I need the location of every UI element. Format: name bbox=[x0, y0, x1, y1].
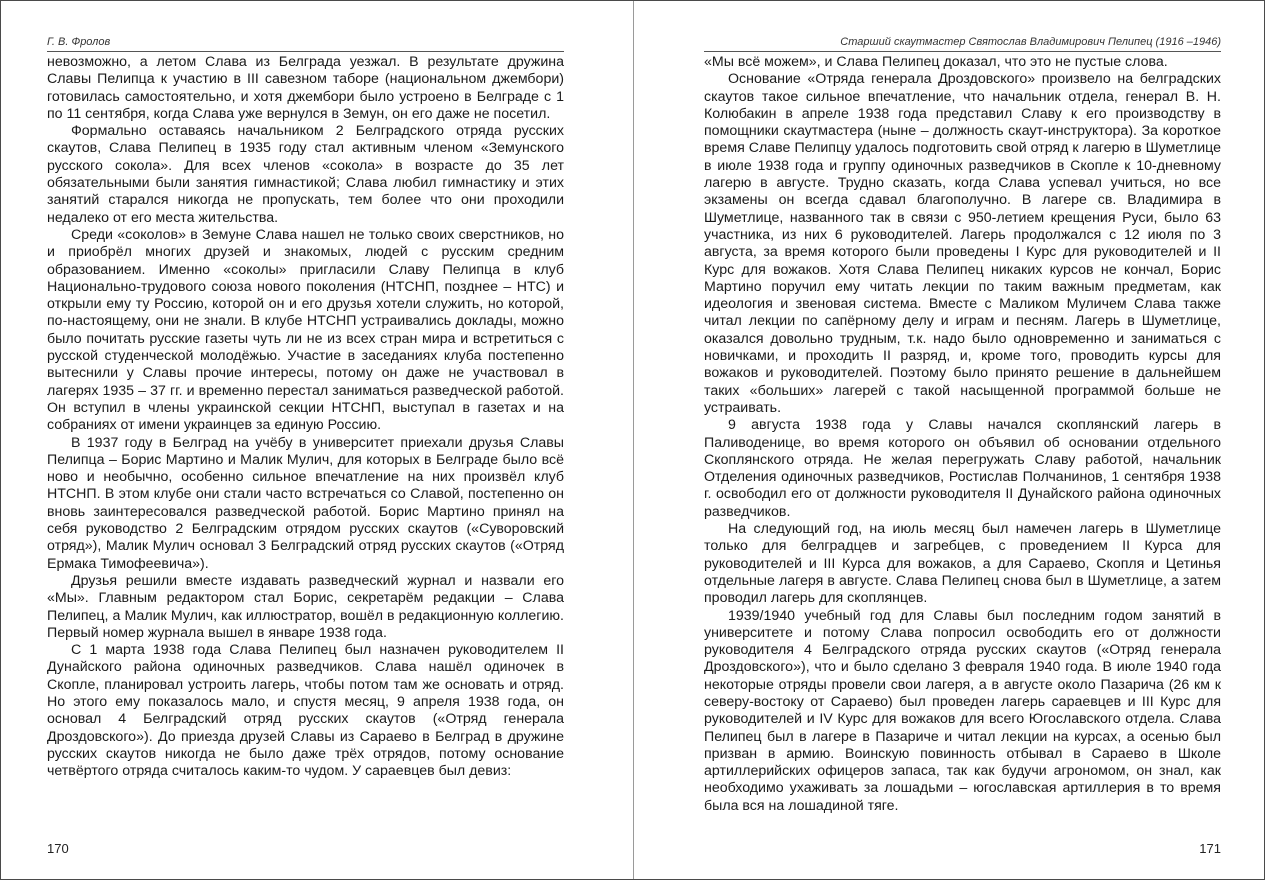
paragraph: 9 августа 1938 года у Славы начался скоплянский лагерь в Паливоденице, во время которого он объявил об основании отдельного Скоплянского отряда. Не желая перегружать Славу работой, начальник Отделения одиночных разведчиков, Ростислав Полчанинов, 1 сентября 1938 г. освободил его от должности руководителя II Дунайского района одиночных разведчиков. bbox=[704, 417, 1221, 520]
paragraph: С 1 марта 1938 года Слава Пелипец был назначен руководителем II Дунайского района одиночных разведчиков. Слава нашёл одиночек в Скопле, планировал устроить лагерь, чтобы потом там же основать и отряд. Но этого ему показалось мало, и спустя месяц, 9 апреля 1938 года, он основал 4 Белградский отряд русских скаутов («Отряд генерала Дроздовского»). До приезда друзей Славы из Сараево в Белград в дружине русских скаутов никогда не было даже трёх отрядов, потому основание четвёртого отряда считалось каким-то чудом. У сараевцев был девиз: bbox=[47, 642, 564, 780]
paragraph: Основание «Отряда генерала Дроздовского» произвело на белградских скаутов такое сильное впечатление, что начальник отдела, генерал В. Н. Колюбакин в апреле 1938 года представил Славу к его производству в помощники скаутмастера (ныне – должность скаут-инструктора). За короткое время Славе Пелипцу удалось подготовить свой отряд к лагерю в Шуметлице в июле 1938 года и группу одиночных разведчиков в Скопле к 10-дневному лагерю в августе. Трудно сказать, когда Слава успевал учиться, но все экзамены он всегда сдавал благополучно. В лагере св. Владимира в Шуметлице, названного так в связи с 950-летием крещения Руси, было 63 участника, из них 6 руководителей. Лагерь продолжался с 12 июля по 3 августа, за время которого были проведены I Курс для руководителей и II Курс для вожаков. Хотя Слава Пелипец никаких курсов не кончал, Борис Мартино поручил ему читать лекции по таким важным предметам, как идеология и звеновая система. Вместе с Маликом Муличем Слава также читал лекции по сапёрному делу и играм и песням. Лагерь в Шуметлице, оказался довольно трудным, т.к. надо было одновременно и заниматься с новичками, и проходить II разряд, и, кроме того, проводить курсы для вожаков и руководителей. Поэтому было принято решение в дальнейшем таких «больших» лагерей с такой насыщенной программой больше не устраивать. bbox=[704, 71, 1221, 416]
paragraph: Формально оставаясь начальником 2 Белградского отряда русских скаутов, Слава Пелипец в 1935 году стал активным членом «Земунского русского сокола». Для всех членов «сокола» в возрасте до 35 лет обязательными были занятия гимнастикой; Слава любил гимнастику и этих занятий старался никогда не пропускать, тем более что они проходили недалеко от его места жительства. bbox=[47, 123, 564, 226]
page-gutter bbox=[633, 1, 634, 879]
left-page-text bbox=[47, 54, 564, 780]
paragraph: На следующий год, на июль месяц был намечен лагерь в Шуметлице только для белградцев и загребцев, с проведением II Курса для руководителей и III Курса для вожаков, а для Сараево, Скопля и Цетинья отдельные лагеря в августе. Слава Пелипец снова был в Шуметлице, а затем проводил лагерь для скоплянцев. bbox=[704, 521, 1221, 607]
paragraph: невозможно, а летом Слава из Белграда уезжал. В результате дружина Славы Пелипца к участию в III савезном таборе (национальном джембори) готовилась самостоятельно, и хотя джембори было устроено в Белграде с 1 по 11 сентября, когда Слава уже вернулся в Земун, он его даже не посетил. bbox=[47, 54, 564, 122]
left-page bbox=[47, 1, 564, 879]
right-page bbox=[704, 1, 1221, 879]
paragraph: Среди «соколов» в Земуне Слава нашел не только своих сверстников, но и приобрёл многих друзей и знакомых, людей с русским средним образованием. Именно «соколы» пригласили Славу Пелипца в клуб Национально-трудового союза нового поколения (НТСНП, позднее – НТС) и открыли ему ту Россию, которой он и его друзья хотели служить, но которой, по-настоящему, они не знали. В клубе НТСНП устраивались доклады, можно было почитать русские газеты чуть ли не из всех стран мира и встретиться с русской студенческой молодёжью. Участие в заседаниях клуба постепенно вытеснили у Славы прочие интересы, потому он даже не участвовал в лагерях 1935 – 37 гг. и временно перестал заниматься разведческой работой. Он вступил в члены украинской секции НТСНП, выступал в газетах и на собраниях от имени украинцев за единую Россию. bbox=[47, 226, 564, 434]
right-running-head: Старший скаутмастер Святослав Владимирович Пелипец (1916 –1946) bbox=[704, 36, 1221, 52]
left-running-head: Г. В. Фролов bbox=[47, 36, 564, 52]
right-page-text bbox=[704, 54, 1221, 815]
paragraph: Друзья решили вместе издавать разведческий журнал и назвали его «Мы». Главным редактором стал Борис, секретарём редакции – Слава Пелипец, а Малик Мулич, как иллюстратор, вошёл в редакционную коллегию. Первый номер журнала вышел в январе 1938 года. bbox=[47, 572, 564, 641]
right-page-number: 171 bbox=[1199, 841, 1221, 856]
paragraph: «Мы всё можем», и Слава Пелипец доказал, что это не пустые слова. bbox=[704, 54, 1168, 70]
paragraph: В 1937 году в Белград на учёбу в университет приехали друзья Славы Пелипца – Борис Мартино и Малик Мулич, для которых в Белграде было всё ново и необычно, особенно сильное впечатление на них произвёл клуб НТСНП. В этом клубе они стали часто встречаться со Славой, постепенно он вновь заинтересовался разведческой работой. Борис Мартино принял на себя руководство 2 Белградским отрядом русских скаутов («Суворовский отряд»), Малик Мулич основал 3 Белградский отряд русских скаутов («Отряд Ермака Тимофеевича»). bbox=[47, 434, 564, 572]
left-page-number: 170 bbox=[47, 841, 69, 856]
paragraph: 1939/1940 учебный год для Славы был последним годом занятий в университете и потому Слава попросил освободить его от должности руководителя 4 Белградского отряда русских скаутов («Отряд генерала Дроздовского»), что и было сделано 3 февраля 1940 года. В июле 1940 года некоторые отряды провели свои лагеря, а в августе около Пазарича (26 км к северу-востоку от Сараево) был проведен лагерь сараевцев и III Курс для руководителей и IV Курс для вожаков для всего Югославского отдела. Слава Пелипец был в лагере в Пазариче и читал лекции на курсах, а осенью был призван в армию. Воинскую повинность отбывал в Сараево в Школе артиллерийских офицеров запаса, так как будучи агрономом, он знал, как необходимо ухаживать за лошадьми – югославская артиллерия в то время была вся на лошадиной тяге. bbox=[704, 607, 1221, 814]
